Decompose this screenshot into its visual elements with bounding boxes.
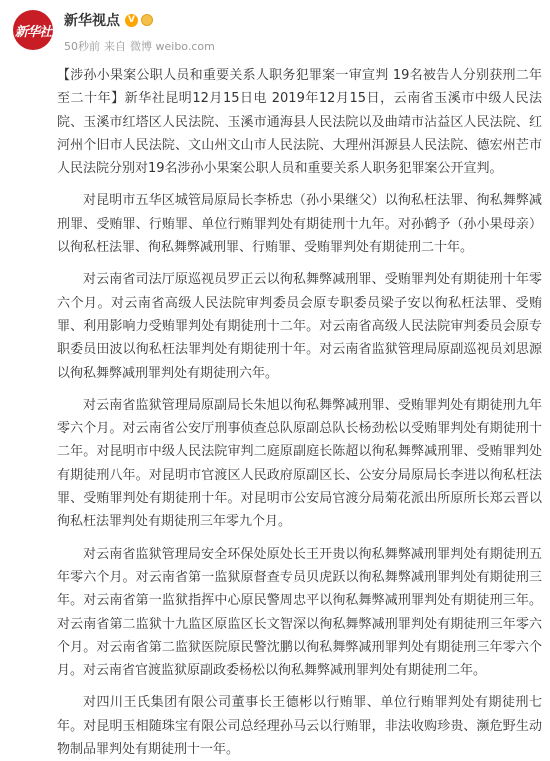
post-time[interactable]: 50秒前 bbox=[64, 40, 100, 53]
avatar[interactable] bbox=[13, 10, 53, 50]
post-paragraph: 对云南省监狱管理局原副局长朱旭以徇私舞弊减刑罪、受贿罪判处有期徒刑九年零六个月。对云南省公安厅刑事侦查总队原副总队长杨劲松以受贿罪判处有期徒刑十二年。对昆明市中级人民法院审判二庭原副庭长陈超以徇私舞弊减刑罪、受贿罪判处有期徒刑八年。对昆明市官渡区人民政府原副区长、公安分局原局长李进以徇私枉法罪、受贿罪判处有期徒刑十年。对昆明市公安局官渡分局菊花派出所原所长郑云晋以徇私枉法罪判处有期徒刑三年零九个月。 bbox=[57, 397, 542, 530]
post-meta bbox=[64, 38, 219, 54]
username[interactable]: 新华视点 bbox=[64, 13, 120, 29]
post-headline: 【涉孙小果案公职人员和重要关系人职务犯罪案一审宣判 19名被告人分别获刑二年至二十年】新华社昆明12月15日电 2019年12月15日，云南省玉溪市中级人民法院、玉溪市红塔区人民法院、玉溪市通海县人民法院以及曲靖市沾益区人民法院、红河州个旧市人民法院、文山州文山市人民法院、大理州洱源县人民法院、德宏州芒市人民法院分别对19名涉孙小果案公职人员和重要关系人职务犯罪案公开宣判。 bbox=[57, 68, 542, 177]
avatar-logo-text: 新华社 bbox=[14, 24, 51, 40]
verified-badge-icon: V bbox=[125, 14, 138, 27]
medal-icon bbox=[141, 14, 153, 26]
post-paragraph: 对四川王氏集团有限公司董事长王德彬以行贿罪、单位行贿罪判处有期徒刑七年。对昆明玉相随珠宝有限公司总经理孙马云以行贿罪，非法收购珍贵、濒危野生动物制品罪判处有期徒刑十一年。 bbox=[57, 695, 542, 758]
post-paragraph: 对昆明市五华区城管局原局长李桥忠（孙小果继父）以徇私枉法罪、徇私舞弊减刑罪、受贿罪、行贿罪、单位行贿罪判处有期徒刑十九年。对孙鹤予（孙小果母亲）以徇私枉法罪、徇私舞弊减刑罪、行贿罪、受贿罪判处有期徒刑二十年。 bbox=[57, 193, 542, 256]
post-header bbox=[0, 0, 550, 64]
post-paragraph: 对云南省司法厅原巡视员罗正云以徇私舞弊减刑罪、受贿罪判处有期徒刑十年零六个月。对云南省高级人民法院审判委员会原专职委员梁子安以徇私枉法罪、受贿罪、利用影响力受贿罪判处有期徒刑十二年。对云南省高级人民法院审判委员会原专职委员田波以徇私枉法罪判处有期徒刑十年。对云南省监狱管理局原副巡视员刘思源以徇私舞弊减刑罪判处有期徒刑六年。 bbox=[57, 272, 542, 381]
source-prefix: 来自 bbox=[104, 40, 126, 53]
post-content bbox=[57, 64, 542, 761]
post-source: 微博 weibo.com bbox=[130, 40, 215, 53]
post-paragraph: 对云南省监狱管理局安全环保处原处长王开贵以徇私舞弊减刑罪判处有期徒刑五年零六个月。对云南省第一监狱原督查专员贝虎跃以徇私舞弊减刑罪判处有期徒刑三年。对云南省第一监狱指挥中心原民警周忠平以徇私舞弊减刑罪判处有期徒刑三年。对云南省第二监狱十九监区原监区长文智深以徇私舞弊减刑罪判处有期徒刑三年零六个月。对云南省第二监狱医院原民警沈鹏以徇私舞弊减刑罪判处有期徒刑三年零六个月。对云南省官渡监狱原副政委杨松以徇私舞弊减刑罪判处有期徒刑二年。 bbox=[57, 546, 542, 679]
name-row bbox=[64, 11, 153, 29]
